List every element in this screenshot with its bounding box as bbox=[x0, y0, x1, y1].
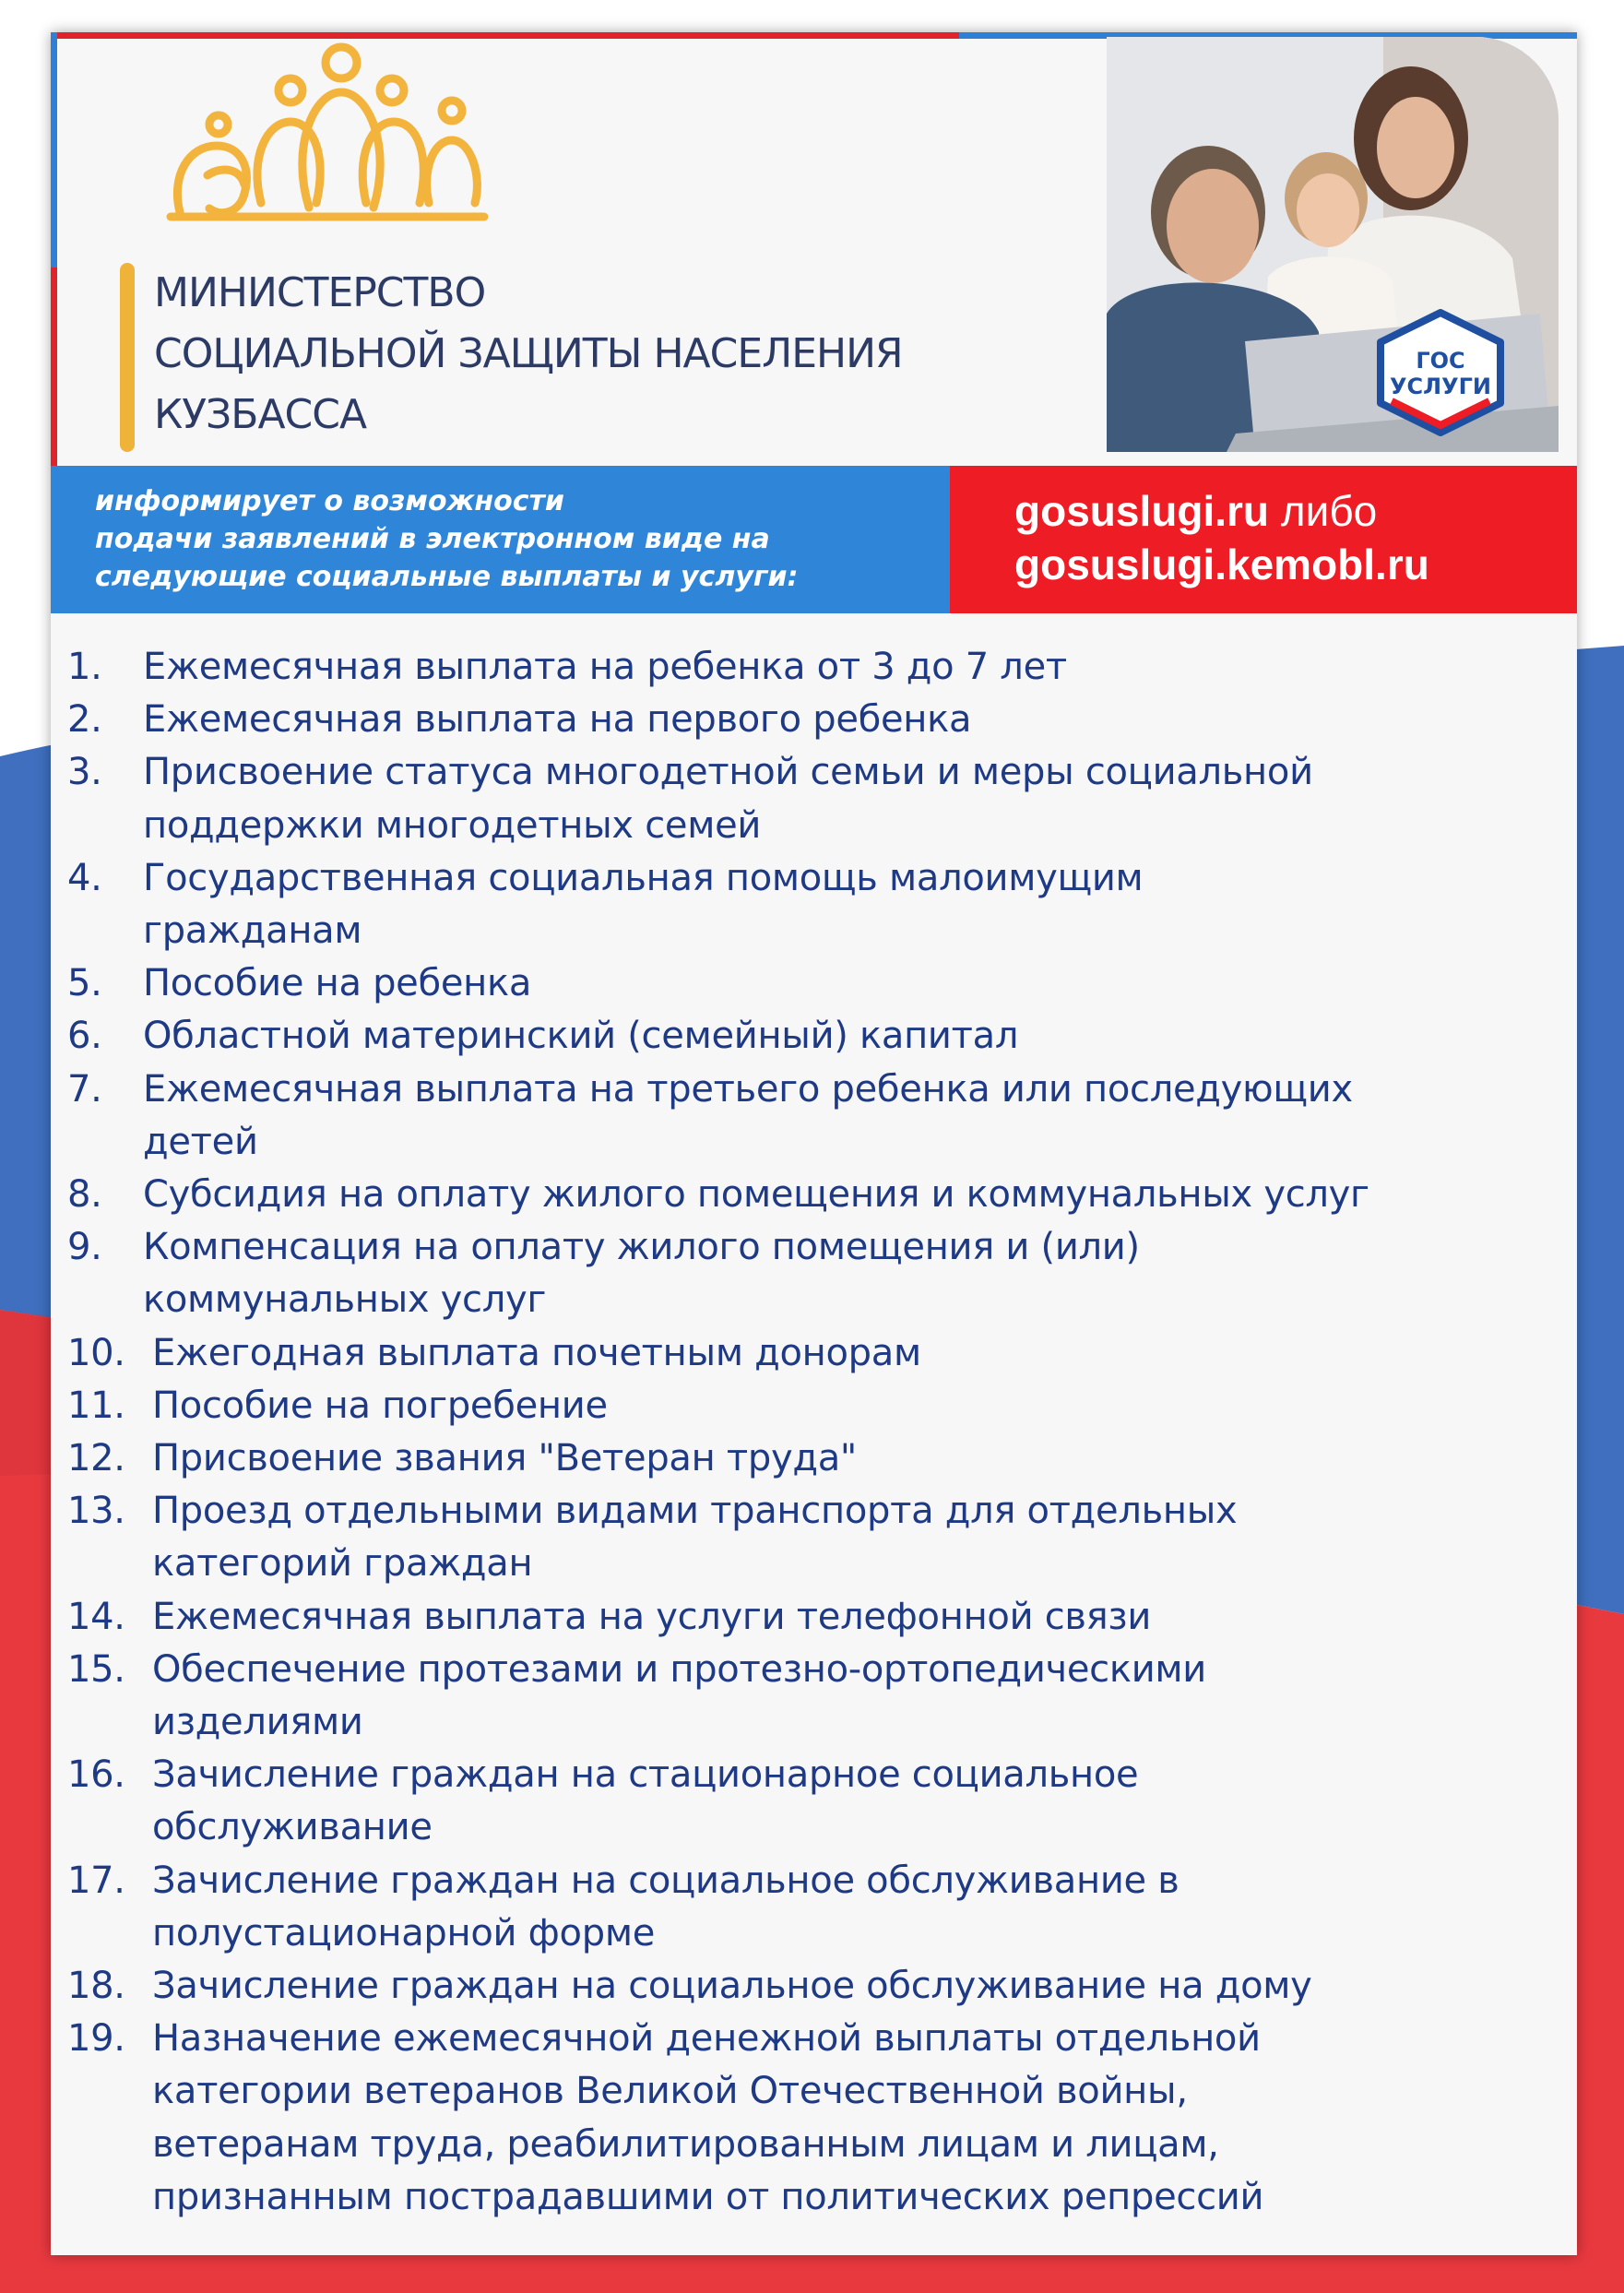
service-item bbox=[67, 1644, 1561, 1749]
service-text-line: коммунальных услуг bbox=[143, 1278, 547, 1322]
service-text-line: полустационарной форме bbox=[152, 1911, 656, 1954]
info-text-line: следующие социальные выплаты и услуги: bbox=[95, 561, 799, 593]
service-text-line: гражданам bbox=[143, 909, 362, 953]
service-text-line: Назначение ежемесячной денежной выплаты отдельной bbox=[152, 2017, 1261, 2061]
service-text-line: Субсидия на оплату жилого помещения и коммунальных услуг bbox=[143, 1173, 1369, 1217]
info-text bbox=[95, 482, 799, 596]
service-number: 16. bbox=[67, 1753, 125, 1797]
gosuslugi-link[interactable]: gosuslugi.ru bbox=[1014, 487, 1269, 535]
site-connector-word: либо bbox=[1269, 487, 1378, 535]
service-number: 6. bbox=[67, 1015, 102, 1058]
service-text-line: Присвоение статуса многодетной семьи и меры социальной bbox=[143, 751, 1313, 794]
service-item bbox=[67, 1221, 1561, 1326]
service-item bbox=[67, 1485, 1561, 1590]
website-links bbox=[1014, 484, 1429, 591]
service-item bbox=[67, 1169, 1561, 1221]
service-item bbox=[67, 1591, 1561, 1644]
service-text-line: признанным пострадавшими от политических репрессий bbox=[152, 2175, 1264, 2218]
ministry-title-line: КУЗБАССА bbox=[154, 391, 367, 438]
service-text-line: Ежемесячная выплата на услуги телефонной связи bbox=[152, 1595, 1152, 1638]
service-number: 14. bbox=[67, 1595, 125, 1638]
service-text-line: Ежемесячная выплата на третьего ребенка или последующих bbox=[143, 1067, 1353, 1111]
service-number: 4. bbox=[67, 856, 102, 899]
service-text-line: Присвоение звания "Ветеран труда" bbox=[152, 1437, 858, 1480]
family-logo-icon bbox=[152, 37, 512, 249]
service-item bbox=[67, 1010, 1561, 1063]
service-text-line: Зачисление граждан на стационарное социальное bbox=[152, 1753, 1139, 1797]
service-number: 3. bbox=[67, 751, 102, 794]
service-text-line: Областной материнский (семейный) капитал bbox=[143, 1015, 1019, 1058]
gosuslugi-kemobl-link[interactable]: gosuslugi.kemobl.ru bbox=[1014, 541, 1429, 588]
service-item bbox=[67, 694, 1561, 746]
service-number: 18. bbox=[67, 1965, 125, 2008]
content-card bbox=[51, 32, 1577, 2255]
service-number: 11. bbox=[67, 1384, 125, 1427]
ministry-title bbox=[154, 263, 903, 446]
service-item bbox=[67, 641, 1561, 694]
service-text-line: Проезд отдельными видами транспорта для отдельных bbox=[152, 1490, 1238, 1533]
service-text-line: Компенсация на оплату жилого помещения и (или) bbox=[143, 1226, 1140, 1269]
service-number: 13. bbox=[67, 1490, 125, 1533]
service-text-line: Ежемесячная выплата на ребенка от 3 до 7 лет bbox=[143, 646, 1067, 688]
service-text-line: категории ветеранов Великой Отечественной войны, bbox=[152, 2070, 1188, 2113]
service-text-line: Обеспечение протезами и протезно-ортопедическими bbox=[152, 1647, 1207, 1691]
gosuslugi-badge-icon bbox=[1371, 309, 1510, 436]
gos-badge-word: ГОС bbox=[1416, 348, 1465, 374]
ministry-title-line: МИНИСТЕРСТВО bbox=[154, 269, 486, 316]
service-text-line: Пособие на ребенка bbox=[143, 962, 532, 1005]
service-number: 17. bbox=[67, 1859, 125, 1902]
service-number: 10. bbox=[67, 1331, 125, 1374]
service-number: 1. bbox=[67, 646, 102, 688]
service-item bbox=[67, 1380, 1561, 1432]
service-text-line: Государственная социальная помощь малоимущим bbox=[143, 856, 1144, 899]
service-item bbox=[67, 852, 1561, 957]
service-number: 2. bbox=[67, 698, 102, 742]
service-number: 15. bbox=[67, 1647, 125, 1691]
service-text-line: поддержки многодетных семей bbox=[143, 803, 762, 847]
info-text-line: информирует о возможности bbox=[95, 485, 564, 517]
services-list bbox=[67, 641, 1561, 2224]
service-item bbox=[67, 2013, 1561, 2224]
service-text-line: Ежемесячная выплата на первого ребенка bbox=[143, 698, 972, 742]
service-number: 7. bbox=[67, 1067, 102, 1111]
service-number: 12. bbox=[67, 1437, 125, 1480]
gos-badge-word: УСЛУГИ bbox=[1390, 374, 1491, 399]
info-text-line: подачи заявлений в электронном виде на bbox=[95, 523, 770, 555]
left-blue-line bbox=[51, 32, 57, 267]
service-item bbox=[67, 1432, 1561, 1485]
left-red-line bbox=[51, 267, 57, 480]
service-item bbox=[67, 957, 1561, 1010]
service-number: 8. bbox=[67, 1173, 102, 1217]
service-text-line: Зачисление граждан на социальное обслуживание в bbox=[152, 1859, 1179, 1902]
service-text-line: изделиями bbox=[152, 1701, 363, 1744]
service-item bbox=[67, 1749, 1561, 1854]
service-text-line: обслуживание bbox=[152, 1806, 433, 1849]
service-item bbox=[67, 1327, 1561, 1380]
service-text-line: Пособие на погребение bbox=[152, 1384, 608, 1427]
title-accent-bar bbox=[120, 263, 135, 452]
service-number: 19. bbox=[67, 2017, 125, 2061]
service-text-line: детей bbox=[143, 1120, 258, 1163]
service-item bbox=[67, 1063, 1561, 1169]
service-item bbox=[67, 746, 1561, 851]
service-item bbox=[67, 1855, 1561, 1960]
service-number: 5. bbox=[67, 962, 102, 1005]
service-text-line: ветеранам труда, реабилитированным лицам и лицам, bbox=[152, 2122, 1219, 2166]
service-item bbox=[67, 1960, 1561, 2013]
ministry-title-line: СОЦИАЛЬНОЙ ЗАЩИТЫ НАСЕЛЕНИЯ bbox=[154, 330, 903, 377]
service-text-line: Зачисление граждан на социальное обслуживание на дому bbox=[152, 1965, 1312, 2008]
service-text-line: категорий граждан bbox=[152, 1542, 533, 1586]
service-text-line: Ежегодная выплата почетным донорам bbox=[152, 1331, 921, 1374]
service-number: 9. bbox=[67, 1226, 102, 1269]
